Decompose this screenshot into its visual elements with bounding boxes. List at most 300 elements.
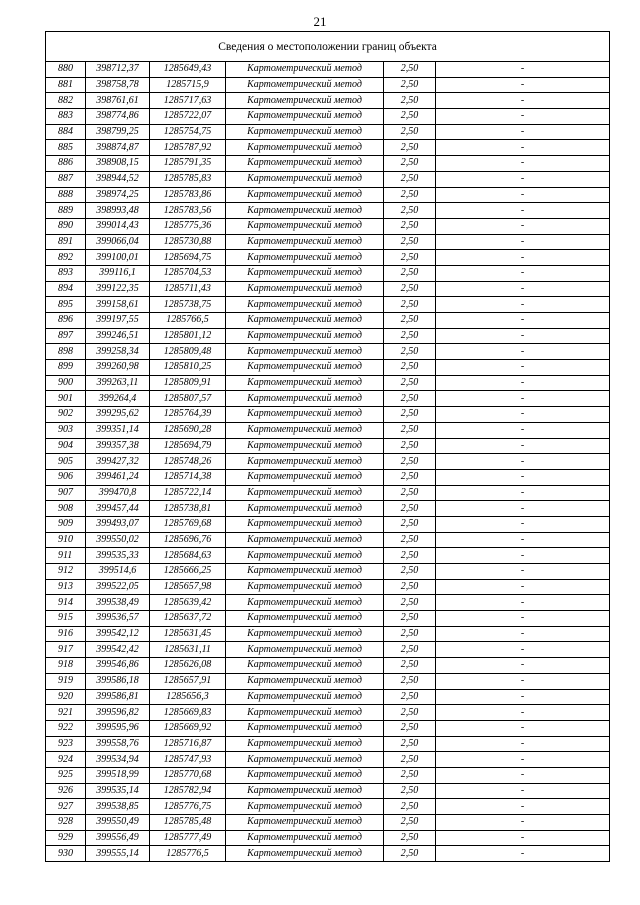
accuracy-cell: 2,50: [384, 642, 436, 658]
boundary-table-sheet: [45, 31, 609, 862]
table-row: [46, 265, 610, 281]
y-coordinate-cell: 1285775,36: [150, 218, 226, 234]
point-number-cell: 923: [46, 736, 86, 752]
table-row: [46, 720, 610, 736]
x-coordinate-cell: 399100,01: [86, 250, 150, 266]
x-coordinate-cell: 398799,25: [86, 124, 150, 140]
y-coordinate-cell: 1285669,92: [150, 720, 226, 736]
x-coordinate-cell: 399550,49: [86, 815, 150, 831]
description-cell: -: [436, 297, 610, 313]
x-coordinate-cell: 399461,24: [86, 469, 150, 485]
y-coordinate-cell: 1285657,98: [150, 579, 226, 595]
table-row: [46, 250, 610, 266]
table-row: [46, 532, 610, 548]
method-cell: Картометрический метод: [226, 705, 384, 721]
table-row: [46, 705, 610, 721]
accuracy-cell: 2,50: [384, 93, 436, 109]
table-row: [46, 234, 610, 250]
accuracy-cell: 2,50: [384, 281, 436, 297]
table-row: [46, 767, 610, 783]
accuracy-cell: 2,50: [384, 830, 436, 846]
x-coordinate-cell: 399586,81: [86, 689, 150, 705]
method-cell: Картометрический метод: [226, 767, 384, 783]
method-cell: Картометрический метод: [226, 77, 384, 93]
description-cell: -: [436, 438, 610, 454]
x-coordinate-cell: 399116,1: [86, 265, 150, 281]
description-cell: -: [436, 93, 610, 109]
point-number-cell: 924: [46, 752, 86, 768]
y-coordinate-cell: 1285694,75: [150, 250, 226, 266]
x-coordinate-cell: 399351,14: [86, 422, 150, 438]
x-coordinate-cell: 399158,61: [86, 297, 150, 313]
method-cell: Картометрический метод: [226, 140, 384, 156]
description-cell: -: [436, 218, 610, 234]
method-cell: Картометрический метод: [226, 815, 384, 831]
y-coordinate-cell: 1285776,5: [150, 846, 226, 862]
description-cell: -: [436, 140, 610, 156]
x-coordinate-cell: 398758,78: [86, 77, 150, 93]
table-row: [46, 93, 610, 109]
method-cell: Картометрический метод: [226, 156, 384, 172]
accuracy-cell: 2,50: [384, 62, 436, 78]
description-cell: -: [436, 736, 610, 752]
x-coordinate-cell: 399535,33: [86, 548, 150, 564]
point-number-cell: 913: [46, 579, 86, 595]
y-coordinate-cell: 1285782,94: [150, 783, 226, 799]
point-number-cell: 887: [46, 171, 86, 187]
method-cell: Картометрический метод: [226, 548, 384, 564]
point-number-cell: 920: [46, 689, 86, 705]
accuracy-cell: 2,50: [384, 313, 436, 329]
y-coordinate-cell: 1285631,45: [150, 626, 226, 642]
method-cell: Картометрический метод: [226, 485, 384, 501]
point-number-cell: 882: [46, 93, 86, 109]
accuracy-cell: 2,50: [384, 375, 436, 391]
method-cell: Картометрический метод: [226, 187, 384, 203]
table-row: [46, 611, 610, 627]
method-cell: Картометрический метод: [226, 752, 384, 768]
table-row: [46, 469, 610, 485]
method-cell: Картометрический метод: [226, 689, 384, 705]
description-cell: -: [436, 203, 610, 219]
x-coordinate-cell: 399122,35: [86, 281, 150, 297]
y-coordinate-cell: 1285684,63: [150, 548, 226, 564]
accuracy-cell: 2,50: [384, 752, 436, 768]
x-coordinate-cell: 399066,04: [86, 234, 150, 250]
table-row: [46, 689, 610, 705]
accuracy-cell: 2,50: [384, 815, 436, 831]
point-number-cell: 891: [46, 234, 86, 250]
point-number-cell: 914: [46, 595, 86, 611]
point-number-cell: 898: [46, 344, 86, 360]
method-cell: Картометрический метод: [226, 516, 384, 532]
x-coordinate-cell: 399556,49: [86, 830, 150, 846]
table-row: [46, 187, 610, 203]
table-row: [46, 564, 610, 580]
method-cell: Картометрический метод: [226, 281, 384, 297]
point-number-cell: 928: [46, 815, 86, 831]
description-cell: -: [436, 579, 610, 595]
description-cell: -: [436, 391, 610, 407]
description-cell: -: [436, 422, 610, 438]
x-coordinate-cell: 398761,61: [86, 93, 150, 109]
description-cell: -: [436, 171, 610, 187]
method-cell: Картометрический метод: [226, 422, 384, 438]
accuracy-cell: 2,50: [384, 328, 436, 344]
point-number-cell: 900: [46, 375, 86, 391]
x-coordinate-cell: 399197,55: [86, 313, 150, 329]
point-number-cell: 909: [46, 516, 86, 532]
y-coordinate-cell: 1285631,11: [150, 642, 226, 658]
y-coordinate-cell: 1285715,9: [150, 77, 226, 93]
description-cell: -: [436, 407, 610, 423]
method-cell: Картометрический метод: [226, 454, 384, 470]
accuracy-cell: 2,50: [384, 265, 436, 281]
table-row: [46, 140, 610, 156]
method-cell: Картометрический метод: [226, 595, 384, 611]
point-number-cell: 902: [46, 407, 86, 423]
method-cell: Картометрический метод: [226, 658, 384, 674]
table-row: [46, 799, 610, 815]
accuracy-cell: 2,50: [384, 250, 436, 266]
description-cell: -: [436, 815, 610, 831]
table-row: [46, 328, 610, 344]
y-coordinate-cell: 1285801,12: [150, 328, 226, 344]
method-cell: Картометрический метод: [226, 579, 384, 595]
description-cell: -: [436, 626, 610, 642]
accuracy-cell: 2,50: [384, 689, 436, 705]
point-number-cell: 892: [46, 250, 86, 266]
table-row: [46, 344, 610, 360]
point-number-cell: 897: [46, 328, 86, 344]
description-cell: -: [436, 265, 610, 281]
method-cell: Картометрический метод: [226, 203, 384, 219]
table-row: [46, 203, 610, 219]
point-number-cell: 881: [46, 77, 86, 93]
method-cell: Картометрический метод: [226, 438, 384, 454]
y-coordinate-cell: 1285738,81: [150, 501, 226, 517]
y-coordinate-cell: 1285776,75: [150, 799, 226, 815]
method-cell: Картометрический метод: [226, 799, 384, 815]
accuracy-cell: 2,50: [384, 846, 436, 862]
table-row: [46, 642, 610, 658]
description-cell: -: [436, 642, 610, 658]
accuracy-cell: 2,50: [384, 501, 436, 517]
x-coordinate-cell: 398774,86: [86, 109, 150, 125]
description-cell: -: [436, 564, 610, 580]
point-number-cell: 906: [46, 469, 86, 485]
y-coordinate-cell: 1285754,75: [150, 124, 226, 140]
accuracy-cell: 2,50: [384, 485, 436, 501]
table-row: [46, 422, 610, 438]
description-cell: -: [436, 485, 610, 501]
accuracy-cell: 2,50: [384, 422, 436, 438]
table-row: [46, 77, 610, 93]
accuracy-cell: 2,50: [384, 516, 436, 532]
method-cell: Картометрический метод: [226, 297, 384, 313]
point-number-cell: 884: [46, 124, 86, 140]
y-coordinate-cell: 1285716,87: [150, 736, 226, 752]
description-cell: -: [436, 344, 610, 360]
description-cell: -: [436, 830, 610, 846]
x-coordinate-cell: 399457,44: [86, 501, 150, 517]
y-coordinate-cell: 1285747,93: [150, 752, 226, 768]
description-cell: -: [436, 658, 610, 674]
accuracy-cell: 2,50: [384, 344, 436, 360]
method-cell: Картометрический метод: [226, 736, 384, 752]
table-row: [46, 548, 610, 564]
description-cell: -: [436, 62, 610, 78]
description-cell: -: [436, 767, 610, 783]
x-coordinate-cell: 399522,05: [86, 579, 150, 595]
accuracy-cell: 2,50: [384, 705, 436, 721]
accuracy-cell: 2,50: [384, 454, 436, 470]
y-coordinate-cell: 1285787,92: [150, 140, 226, 156]
table-row: [46, 438, 610, 454]
method-cell: Картометрический метод: [226, 93, 384, 109]
description-cell: -: [436, 689, 610, 705]
description-cell: -: [436, 454, 610, 470]
x-coordinate-cell: 399470,8: [86, 485, 150, 501]
y-coordinate-cell: 1285770,68: [150, 767, 226, 783]
point-number-cell: 889: [46, 203, 86, 219]
description-cell: -: [436, 313, 610, 329]
point-number-cell: 885: [46, 140, 86, 156]
x-coordinate-cell: 399514,6: [86, 564, 150, 580]
method-cell: Картометрический метод: [226, 171, 384, 187]
description-cell: -: [436, 611, 610, 627]
description-cell: -: [436, 799, 610, 815]
point-number-cell: 893: [46, 265, 86, 281]
accuracy-cell: 2,50: [384, 611, 436, 627]
method-cell: Картометрический метод: [226, 344, 384, 360]
y-coordinate-cell: 1285785,83: [150, 171, 226, 187]
x-coordinate-cell: 398874,87: [86, 140, 150, 156]
x-coordinate-cell: 398908,15: [86, 156, 150, 172]
table-row: [46, 595, 610, 611]
method-cell: Картометрический метод: [226, 564, 384, 580]
description-cell: -: [436, 124, 610, 140]
point-number-cell: 922: [46, 720, 86, 736]
method-cell: Картометрический метод: [226, 846, 384, 862]
description-cell: -: [436, 846, 610, 862]
description-cell: -: [436, 187, 610, 203]
accuracy-cell: 2,50: [384, 407, 436, 423]
y-coordinate-cell: 1285649,43: [150, 62, 226, 78]
y-coordinate-cell: 1285717,63: [150, 93, 226, 109]
table-body: [46, 62, 610, 862]
x-coordinate-cell: 399357,38: [86, 438, 150, 454]
y-coordinate-cell: 1285666,25: [150, 564, 226, 580]
point-number-cell: 930: [46, 846, 86, 862]
description-cell: -: [436, 156, 610, 172]
point-number-cell: 927: [46, 799, 86, 815]
point-number-cell: 916: [46, 626, 86, 642]
y-coordinate-cell: 1285809,91: [150, 375, 226, 391]
accuracy-cell: 2,50: [384, 234, 436, 250]
point-number-cell: 919: [46, 673, 86, 689]
y-coordinate-cell: 1285807,57: [150, 391, 226, 407]
y-coordinate-cell: 1285764,39: [150, 407, 226, 423]
table-row: [46, 124, 610, 140]
description-cell: -: [436, 328, 610, 344]
point-number-cell: 918: [46, 658, 86, 674]
accuracy-cell: 2,50: [384, 564, 436, 580]
table-row: [46, 516, 610, 532]
y-coordinate-cell: 1285690,28: [150, 422, 226, 438]
point-number-cell: 921: [46, 705, 86, 721]
y-coordinate-cell: 1285626,08: [150, 658, 226, 674]
method-cell: Картометрический метод: [226, 720, 384, 736]
table-row: [46, 783, 610, 799]
table-row: [46, 815, 610, 831]
point-number-cell: 883: [46, 109, 86, 125]
table-row: [46, 485, 610, 501]
y-coordinate-cell: 1285783,56: [150, 203, 226, 219]
point-number-cell: 899: [46, 360, 86, 376]
x-coordinate-cell: 399538,49: [86, 595, 150, 611]
point-number-cell: 903: [46, 422, 86, 438]
method-cell: Картометрический метод: [226, 673, 384, 689]
table-row: [46, 218, 610, 234]
y-coordinate-cell: 1285694,79: [150, 438, 226, 454]
point-number-cell: 917: [46, 642, 86, 658]
x-coordinate-cell: 399555,14: [86, 846, 150, 862]
x-coordinate-cell: 399546,86: [86, 658, 150, 674]
table-row: [46, 579, 610, 595]
table-row: [46, 375, 610, 391]
accuracy-cell: 2,50: [384, 579, 436, 595]
method-cell: Картометрический метод: [226, 642, 384, 658]
method-cell: Картометрический метод: [226, 62, 384, 78]
x-coordinate-cell: 399550,02: [86, 532, 150, 548]
y-coordinate-cell: 1285769,68: [150, 516, 226, 532]
description-cell: -: [436, 705, 610, 721]
x-coordinate-cell: 399536,57: [86, 611, 150, 627]
x-coordinate-cell: 399534,94: [86, 752, 150, 768]
point-number-cell: 908: [46, 501, 86, 517]
point-number-cell: 896: [46, 313, 86, 329]
table-row: [46, 391, 610, 407]
y-coordinate-cell: 1285669,83: [150, 705, 226, 721]
y-coordinate-cell: 1285730,88: [150, 234, 226, 250]
accuracy-cell: 2,50: [384, 532, 436, 548]
accuracy-cell: 2,50: [384, 360, 436, 376]
x-coordinate-cell: 399258,34: [86, 344, 150, 360]
table-row: [46, 62, 610, 78]
method-cell: Картометрический метод: [226, 234, 384, 250]
y-coordinate-cell: 1285809,48: [150, 344, 226, 360]
accuracy-cell: 2,50: [384, 77, 436, 93]
y-coordinate-cell: 1285711,43: [150, 281, 226, 297]
table-row: [46, 830, 610, 846]
y-coordinate-cell: 1285714,38: [150, 469, 226, 485]
method-cell: Картометрический метод: [226, 391, 384, 407]
accuracy-cell: 2,50: [384, 720, 436, 736]
accuracy-cell: 2,50: [384, 187, 436, 203]
description-cell: -: [436, 250, 610, 266]
method-cell: Картометрический метод: [226, 375, 384, 391]
x-coordinate-cell: 399558,76: [86, 736, 150, 752]
x-coordinate-cell: 399596,82: [86, 705, 150, 721]
y-coordinate-cell: 1285722,14: [150, 485, 226, 501]
point-number-cell: 901: [46, 391, 86, 407]
y-coordinate-cell: 1285791,35: [150, 156, 226, 172]
point-number-cell: 894: [46, 281, 86, 297]
point-number-cell: 910: [46, 532, 86, 548]
table-row: [46, 171, 610, 187]
description-cell: -: [436, 516, 610, 532]
x-coordinate-cell: 399263,11: [86, 375, 150, 391]
point-number-cell: 929: [46, 830, 86, 846]
point-number-cell: 904: [46, 438, 86, 454]
x-coordinate-cell: 398974,25: [86, 187, 150, 203]
x-coordinate-cell: 399542,12: [86, 626, 150, 642]
point-number-cell: 905: [46, 454, 86, 470]
point-number-cell: 926: [46, 783, 86, 799]
method-cell: Картометрический метод: [226, 328, 384, 344]
method-cell: Картометрический метод: [226, 626, 384, 642]
table-row: [46, 281, 610, 297]
description-cell: -: [436, 595, 610, 611]
x-coordinate-cell: 399295,62: [86, 407, 150, 423]
accuracy-cell: 2,50: [384, 171, 436, 187]
y-coordinate-cell: 1285639,42: [150, 595, 226, 611]
table-row: [46, 846, 610, 862]
x-coordinate-cell: 398944,52: [86, 171, 150, 187]
x-coordinate-cell: 398993,48: [86, 203, 150, 219]
accuracy-cell: 2,50: [384, 548, 436, 564]
table-row: [46, 109, 610, 125]
accuracy-cell: 2,50: [384, 109, 436, 125]
boundary-coordinates-table: [45, 31, 610, 862]
description-cell: -: [436, 234, 610, 250]
description-cell: -: [436, 783, 610, 799]
accuracy-cell: 2,50: [384, 124, 436, 140]
accuracy-cell: 2,50: [384, 297, 436, 313]
description-cell: -: [436, 501, 610, 517]
y-coordinate-cell: 1285657,91: [150, 673, 226, 689]
page-number: 21: [313, 14, 327, 29]
method-cell: Картометрический метод: [226, 250, 384, 266]
accuracy-cell: 2,50: [384, 140, 436, 156]
table-row: [46, 736, 610, 752]
table-row: [46, 156, 610, 172]
x-coordinate-cell: 399542,42: [86, 642, 150, 658]
y-coordinate-cell: 1285722,07: [150, 109, 226, 125]
x-coordinate-cell: 399260,98: [86, 360, 150, 376]
x-coordinate-cell: 399518,99: [86, 767, 150, 783]
y-coordinate-cell: 1285783,86: [150, 187, 226, 203]
accuracy-cell: 2,50: [384, 156, 436, 172]
y-coordinate-cell: 1285777,49: [150, 830, 226, 846]
point-number-cell: 925: [46, 767, 86, 783]
method-cell: Картометрический метод: [226, 532, 384, 548]
table-row: [46, 360, 610, 376]
y-coordinate-cell: 1285748,26: [150, 454, 226, 470]
table-row: [46, 752, 610, 768]
description-cell: -: [436, 109, 610, 125]
accuracy-cell: 2,50: [384, 469, 436, 485]
method-cell: Картометрический метод: [226, 407, 384, 423]
point-number-cell: 915: [46, 611, 86, 627]
description-cell: -: [436, 77, 610, 93]
method-cell: Картометрический метод: [226, 830, 384, 846]
point-number-cell: 888: [46, 187, 86, 203]
description-cell: -: [436, 548, 610, 564]
description-cell: -: [436, 720, 610, 736]
point-number-cell: 880: [46, 62, 86, 78]
